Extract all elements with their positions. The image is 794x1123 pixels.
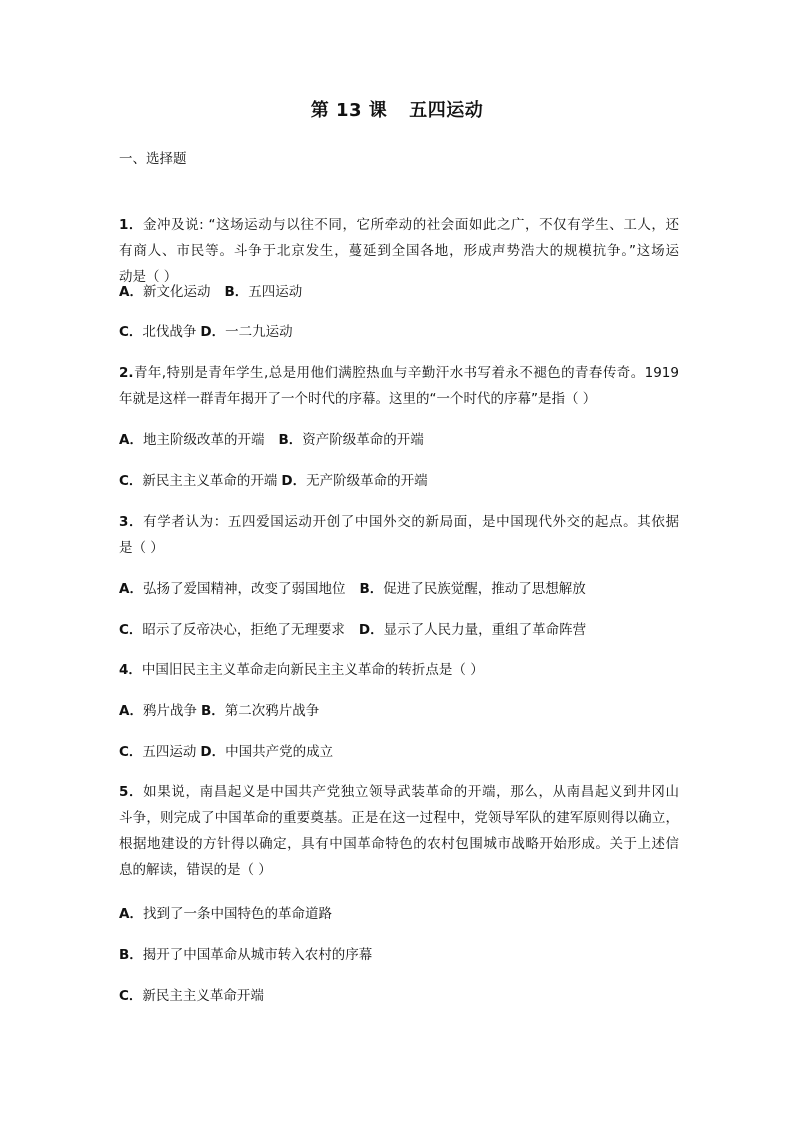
option-a: 找到了一条中国特色的革命道路 <box>142 906 332 922</box>
option-c: 新民主主义革命的开端 <box>142 473 278 489</box>
page-title <box>0 96 794 122</box>
question-3-options-ab <box>119 580 679 598</box>
option-b: 五四运动 <box>248 284 303 300</box>
option-label: B． <box>359 581 384 597</box>
option-label: D． <box>200 324 226 340</box>
question-3-line-2: 是（ ） <box>119 540 164 556</box>
option-label: A． <box>119 906 143 922</box>
question-text: 如果说，南昌起义是中国共产党独立领导武装革命的开端，那么，从南昌起义到井冈山 <box>143 784 679 800</box>
question-1-line-1 <box>119 216 679 234</box>
option-d: 中国共产党的成立 <box>225 744 334 760</box>
question-4-options-ab <box>119 702 679 720</box>
option-d: 显示了人民力量，重组了革命阵营 <box>383 622 587 638</box>
option-b: 资产阶级革命的开端 <box>302 432 424 448</box>
question-1-options-ab <box>119 283 679 301</box>
question-number: 4． <box>119 662 142 678</box>
option-d: 一二九运动 <box>225 324 293 340</box>
option-label: C． <box>119 473 143 489</box>
option-label: B． <box>278 432 303 448</box>
option-b: 促进了民族觉醒，推动了思想解放 <box>383 581 586 597</box>
question-1-line-3: 动是（ ） <box>119 269 178 285</box>
question-4-options-cd <box>119 743 679 761</box>
option-label: D． <box>281 473 307 489</box>
option-label: D． <box>358 622 384 638</box>
option-b: 揭开了中国革命从城市转入农村的序幕 <box>142 947 373 963</box>
question-5-option-a <box>119 905 679 923</box>
option-a: 地主阶级改革的开端 <box>142 432 265 448</box>
question-5-option-c <box>119 987 679 1005</box>
question-5-line-2: 斗争，则完成了中国革命的重要奠基。正是在这一过程中，党领导军队的建军原则得以确立， <box>119 810 679 826</box>
question-4-line-1 <box>119 661 679 679</box>
question-5-line-4: 息的解读，错误的是（ ） <box>119 862 272 878</box>
option-c: 新民主主义革命开端 <box>142 988 264 1004</box>
section-heading: 一、选择题 <box>119 151 187 167</box>
option-label: A． <box>119 284 143 300</box>
question-5-line-1 <box>119 783 679 801</box>
option-label: B． <box>119 947 143 963</box>
question-number: 5． <box>119 784 144 800</box>
question-2-line-1 <box>119 364 679 382</box>
question-1-options-cd <box>119 323 679 341</box>
question-text: 青年,特别是青年学生,总是用他们满腔热血与辛勤汗水书写着永不褪色的青春传奇。1919 <box>133 365 679 381</box>
option-label: D． <box>200 744 226 760</box>
option-a: 弘扬了爱国精神，改变了弱国地位 <box>142 581 346 597</box>
question-2-line-2: 年就是这样一群青年揭开了一个时代的序幕。这里的“一个时代的序幕”是指（ ） <box>119 391 597 407</box>
question-text: 有学者认为：五四爱国运动开创了中国外交的新局面，是中国现代外交的起点。其依据 <box>143 514 679 530</box>
question-1-line-2: 有商人、市民等。斗争于北京发生，蔓延到全国各地，形成声势浩大的规模抗争。”这场运 <box>119 243 679 259</box>
option-label: C． <box>119 744 143 760</box>
question-number: 2. <box>119 365 134 381</box>
option-a: 新文化运动 <box>142 284 211 300</box>
option-label: A． <box>119 581 143 597</box>
lesson-number: 第 13 课 <box>310 100 388 121</box>
question-3-line-1 <box>119 513 679 531</box>
option-d: 无产阶级革命的开端 <box>306 473 428 489</box>
option-b: 第二次鸦片战争 <box>224 703 320 719</box>
option-label: C． <box>119 324 143 340</box>
question-5-option-b <box>119 946 679 964</box>
question-number: 1． <box>119 217 143 233</box>
option-label: B． <box>200 703 225 719</box>
option-label: C． <box>119 622 143 638</box>
question-3-options-cd <box>119 621 679 639</box>
option-label: A． <box>119 703 143 719</box>
option-label: A． <box>119 432 143 448</box>
question-number: 3． <box>119 514 144 530</box>
question-text: 中国旧民主主义革命走向新民主主义革命的转折点是（ ） <box>141 662 484 678</box>
option-c: 北伐战争 <box>142 324 197 340</box>
option-label: B． <box>224 284 249 300</box>
lesson-title: 五四运动 <box>409 100 484 121</box>
option-c: 五四运动 <box>142 744 197 760</box>
question-text: 金冲及说: “这场运动与以往不同，它所牵动的社会面如此之广，不仅有学生、工人，还 <box>142 217 679 233</box>
question-2-options-cd <box>119 472 679 490</box>
question-5-line-3: 根据地建设的方针得以确定，具有中国革命特色的农村包围城市战略开始形成。关于上述信 <box>119 836 679 852</box>
question-2-options-ab <box>119 431 679 449</box>
option-a: 鸦片战争 <box>142 703 197 719</box>
option-c: 昭示了反帝决心，拒绝了无理要求 <box>142 622 345 638</box>
option-label: C． <box>119 988 143 1004</box>
